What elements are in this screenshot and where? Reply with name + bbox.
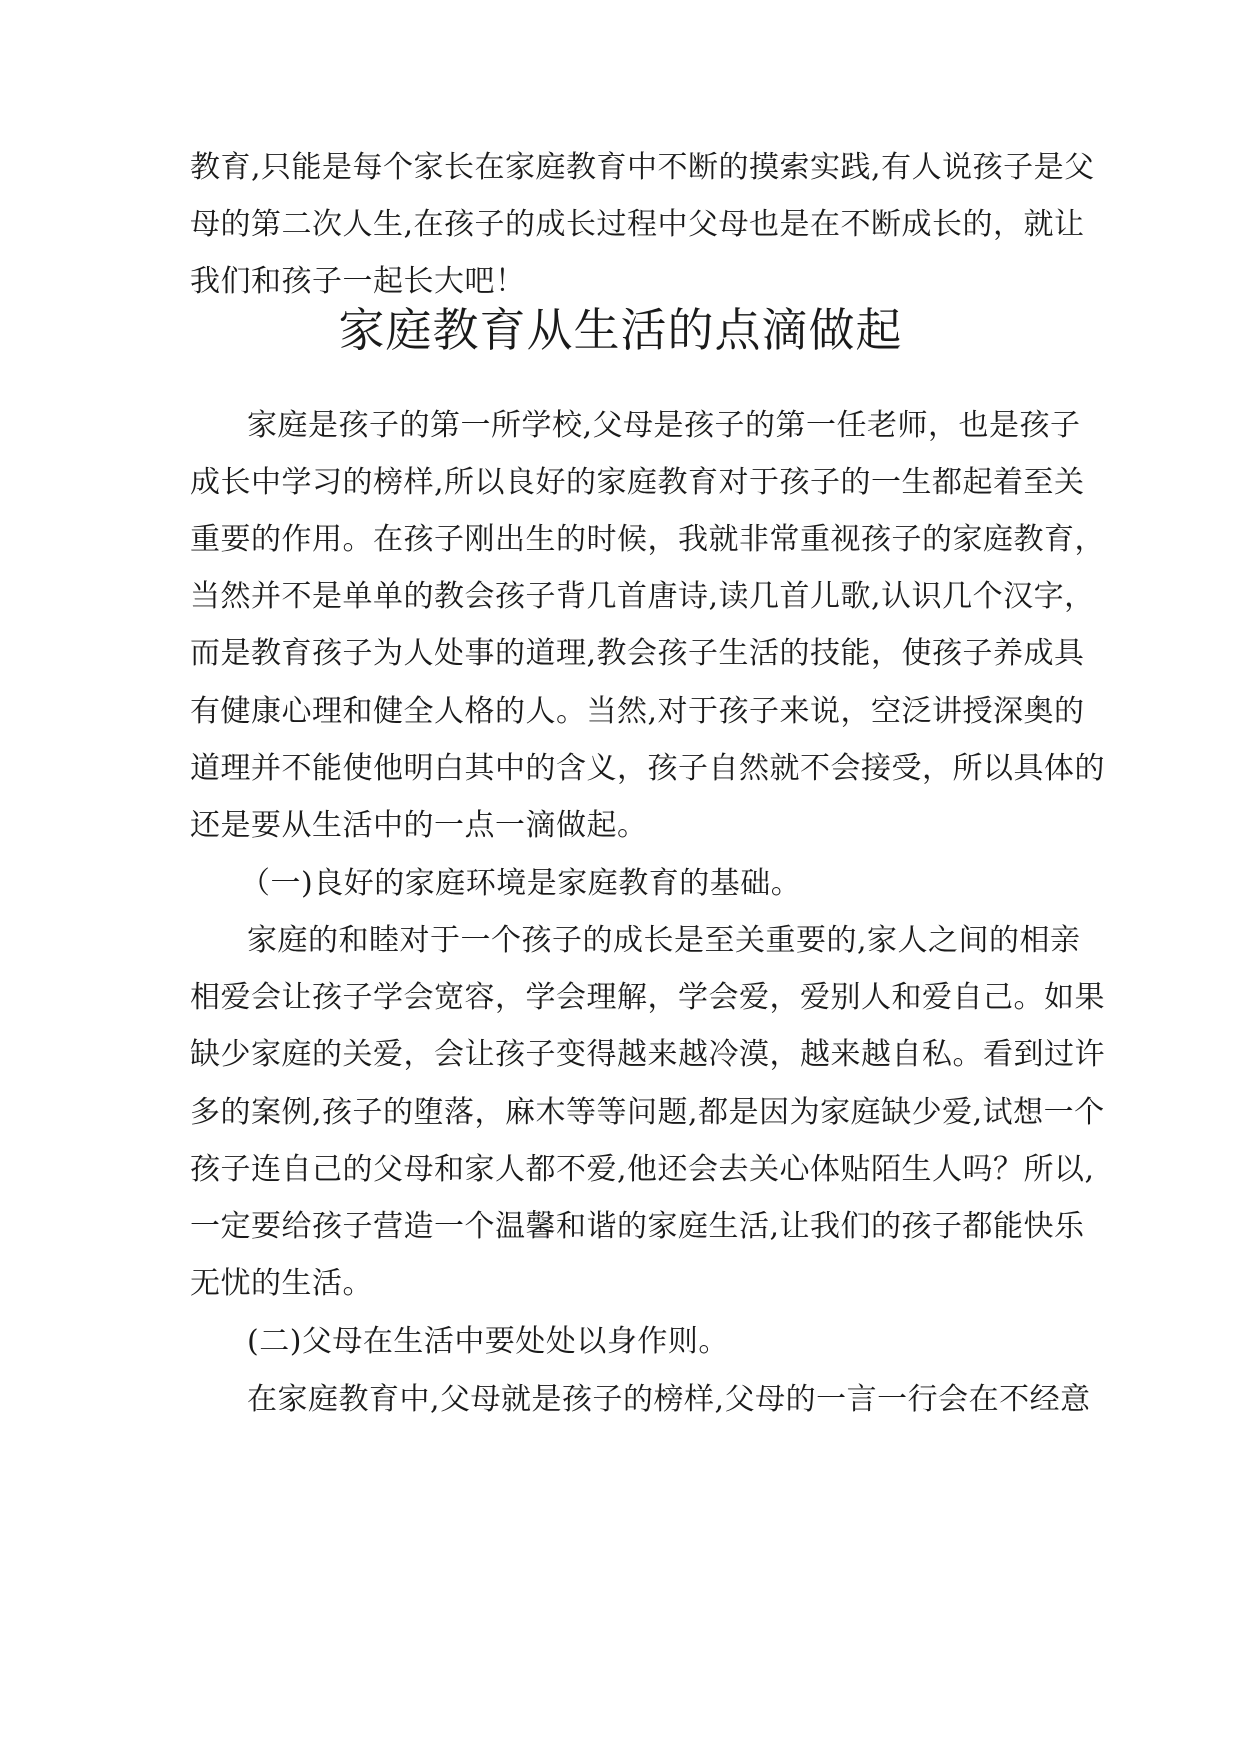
paragraph-line: 而是教育孩子为人处事的道理,教会孩子生活的技能，使孩子养成具: [190, 636, 1085, 671]
paragraph-line: 道理并不能使他明白其中的含义，孩子自然就不会接受，所以具体的: [190, 751, 1105, 786]
paragraph-line: 在家庭教育中,父母就是孩子的榜样,父母的一言一行会在不经意: [247, 1382, 1091, 1417]
paragraph-line: 相爱会让孩子学会宽容，学会理解，学会爱，爱别人和爱自己。如果: [190, 980, 1105, 1015]
paragraph-line: 一定要给孩子营造一个温馨和谐的家庭生活,让我们的孩子都能快乐: [190, 1209, 1085, 1244]
paragraph-line: 重要的作用。在孩子刚出生的时候，我就非常重视孩子的家庭教育，: [190, 522, 1105, 557]
paragraph-line: 孩子连自己的父母和家人都不爱,他还会去关心体贴陌生人吗？所以,: [190, 1152, 1095, 1187]
paragraph-line: 有健康心理和健全人格的人。当然,对于孩子来说，空泛讲授深奥的: [190, 694, 1085, 729]
paragraph-line: 当然并不是单单的教会孩子背几首唐诗,读几首儿歌,认识几个汉字，: [190, 579, 1095, 614]
paragraph-line: 家庭的和睦对于一个孩子的成长是至关重要的,家人之间的相亲: [247, 923, 1081, 958]
paragraph-line: 家庭是孩子的第一所学校,父母是孩子的第一任老师，也是孩子: [247, 408, 1081, 443]
article-title: 家庭教育从生活的点滴做起: [338, 303, 903, 357]
intro-line: 母的第二次人生,在孩子的成长过程中父母也是在不断成长的，就让: [190, 207, 1085, 242]
intro-line: 教育,只能是每个家长在家庭教育中不断的摸索实践,有人说孩子是父: [190, 150, 1095, 185]
section-heading: (二)父母在生活中要处处以身作则。: [247, 1324, 729, 1359]
section-heading: （一)良好的家庭环境是家庭教育的基础。: [240, 866, 802, 901]
intro-line: 我们和孩子一起长大吧！: [190, 264, 526, 299]
paragraph-line: 缺少家庭的关爱，会让孩子变得越来越冷漠，越来越自私。看到过许: [190, 1037, 1105, 1072]
paragraph-line: 多的案例,孩子的堕落，麻木等等问题,都是因为家庭缺少爱,试想一个: [190, 1095, 1105, 1130]
paragraph-line: 无忧的生活。: [190, 1266, 373, 1301]
paragraph-line: 还是要从生活中的一点一滴做起。: [190, 808, 648, 843]
paragraph-line: 成长中学习的榜样,所以良好的家庭教育对于孩子的一生都起着至关: [190, 465, 1085, 500]
